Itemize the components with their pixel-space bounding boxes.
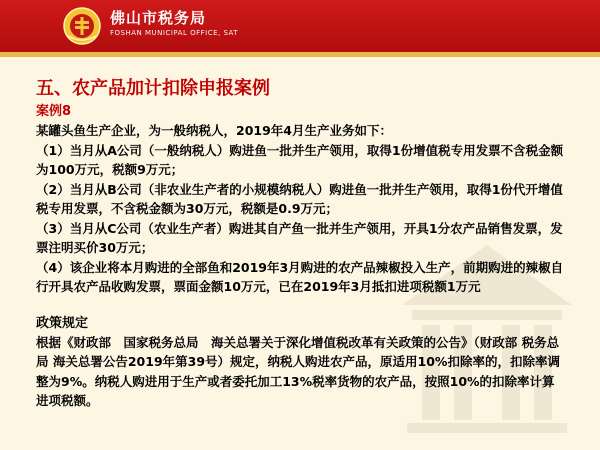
main-content: [36, 78, 566, 411]
case-item-4: （4）该企业将本月购进的全部鱼和2019年3月购进的农产品辣椒投入生产，前期购进的辣椒自行开具农产品收购发票，票面金额10万元，已在2019年3月抵扣进项税额1万元: [36, 259, 564, 294]
header-bar: [0, 0, 600, 52]
brand: [110, 9, 238, 39]
brand-name-en: FOSHAN MUNICIPAL OFFICE, SAT: [110, 29, 239, 37]
policy-label: 政策规定: [36, 315, 89, 331]
case-intro: 某罐头鱼生产企业，为一般纳税人，2019年4月生产业务如下：: [36, 123, 392, 138]
brand-name-cn: 佛山市税务局: [110, 9, 207, 27]
case-item-2: （2）当月从B公司（非农业生产者的小规模纳税人）购进鱼一批并生产领用，取得1份代开增值税专用发票，不含税金额为30万元，税额是0.9万元；: [36, 181, 563, 216]
section-title: 五、农产品加计扣除申报案例: [36, 78, 270, 99]
case-item-3: （3）当月从C公司（农业生产者）购进其自产鱼一批并生产领用，开具1分农产品销售发票，发票注明买价30万元；: [36, 220, 563, 255]
policy-paragraph: 根据《财政部 国家税务总局 海关总署关于深化增值税改革有关政策的公告》（财政部 税务总局 海关总署公告2019年第39号）规定，纳税人购进农产品，原适用10%扣除率的，扣除率调整为9%。纳税人购进用于生产或者委托加工13%税率货物的农产品，按照10%的扣除率计算进项税额。: [36, 334, 560, 408]
tax-emblem-icon: [62, 6, 102, 46]
case-item-1: （1）当月从A公司（一般纳税人）购进鱼一批并生产领用，取得1份增值税专用发票不含税金额为100万元，税额9万元；: [36, 142, 564, 177]
case-label: 案例8: [36, 104, 72, 119]
header-stripe: [0, 52, 600, 57]
